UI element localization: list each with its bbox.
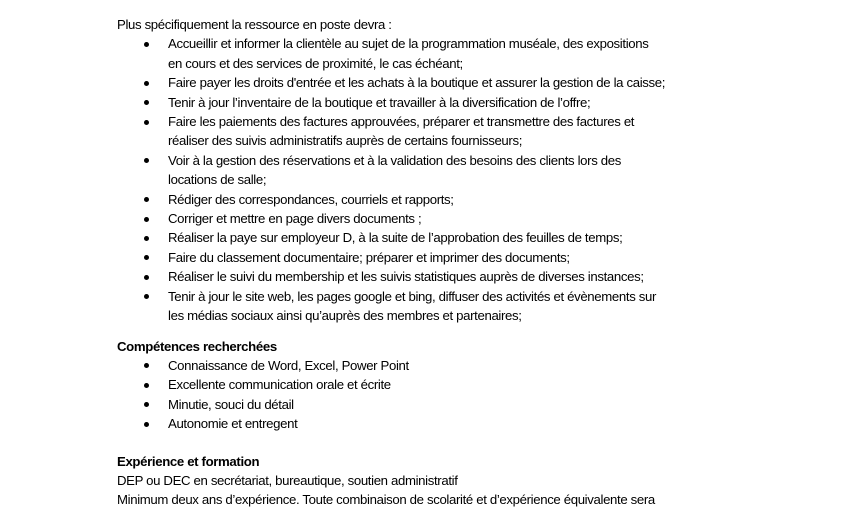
skill-text: Excellente communication orale et écrite	[168, 377, 391, 393]
task-line: Réaliser la paye sur employeur D, à la suite de l’approbation des feuilles de temps;	[168, 230, 623, 246]
skill-item	[117, 395, 832, 414]
task-line: Tenir à jour le site web, les pages google et bing, diffuser des activités et évènements sur	[168, 288, 657, 304]
bullet-icon	[144, 42, 149, 47]
bullet-icon	[144, 120, 149, 125]
task-item	[117, 73, 832, 92]
task-list	[117, 34, 832, 325]
bullet-icon	[144, 294, 149, 299]
bullet-icon	[144, 255, 149, 260]
skills-list	[117, 356, 832, 434]
bullet-icon	[144, 422, 149, 427]
task-line: Faire du classement documentaire; préparer et imprimer des documents;	[168, 249, 570, 265]
task-line: Voir à la gestion des réservations et à la validation des besoins des clients lors des	[168, 152, 621, 168]
experience-line: DEP ou DEC en secrétariat, bureautique, soutien administratif	[117, 472, 458, 488]
task-item	[117, 287, 832, 326]
bullet-icon	[144, 402, 149, 407]
skills-heading: Compétences recherchées	[117, 338, 277, 354]
bullet-icon	[144, 158, 149, 163]
task-line: Réaliser le suivi du membership et les suivis statistiques auprès de diverses instances;	[168, 269, 644, 285]
task-line: locations de salle;	[168, 172, 267, 188]
task-item	[117, 228, 832, 247]
task-line: Faire les paiements des factures approuvées, préparer et transmettre des factures et	[168, 114, 635, 130]
skill-text: Minutie, souci du détail	[168, 396, 294, 412]
skill-text: Connaissance de Word, Excel, Power Point	[168, 357, 409, 373]
task-line: réaliser des suivis administratifs auprès de certains fournisseurs;	[168, 133, 523, 149]
intro-text: Plus spécifiquement la ressource en poste devra :	[117, 17, 392, 32]
bullet-icon	[144, 197, 149, 202]
task-item	[117, 267, 832, 286]
bullet-icon	[144, 383, 149, 388]
bullet-icon	[144, 236, 149, 241]
task-line: Corriger et mettre en page divers documents ;	[168, 211, 422, 227]
bullet-icon	[144, 363, 149, 368]
skill-item	[117, 375, 832, 394]
task-item	[117, 190, 832, 209]
task-item	[117, 209, 832, 228]
task-item	[117, 248, 832, 267]
task-line: Faire payer les droits d'entrée et les achats à la boutique et assurer la gestion de la caisse;	[168, 75, 666, 91]
skill-item	[117, 356, 832, 375]
document-body	[117, 15, 832, 510]
task-item	[117, 34, 832, 73]
skill-text: Autonomie et entregent	[168, 416, 298, 432]
task-line: les médias sociaux ainsi qu’auprès des membres et partenaires;	[168, 308, 522, 324]
task-line: Accueillir et informer la clientèle au sujet de la programmation muséale, des expositions	[168, 36, 649, 52]
task-item	[117, 151, 832, 190]
experience-line: Minimum deux ans d’expérience. Toute combinaison de scolarité et d’expérience équivalente sera	[117, 492, 655, 508]
task-line: en cours et des services de proximité, le cas échéant;	[168, 55, 463, 71]
bullet-icon	[144, 100, 149, 105]
task-line: Tenir à jour l’inventaire de la boutique et travailler à la diversification de l’offre;	[168, 94, 591, 110]
bullet-icon	[144, 275, 149, 280]
task-item	[117, 93, 832, 112]
experience-heading: Expérience et formation	[117, 453, 260, 469]
task-line: Rédiger des correspondances, courriels et rapports;	[168, 191, 454, 207]
bullet-icon	[144, 217, 149, 222]
skill-item	[117, 414, 832, 433]
bullet-icon	[144, 81, 149, 86]
task-item	[117, 112, 832, 151]
